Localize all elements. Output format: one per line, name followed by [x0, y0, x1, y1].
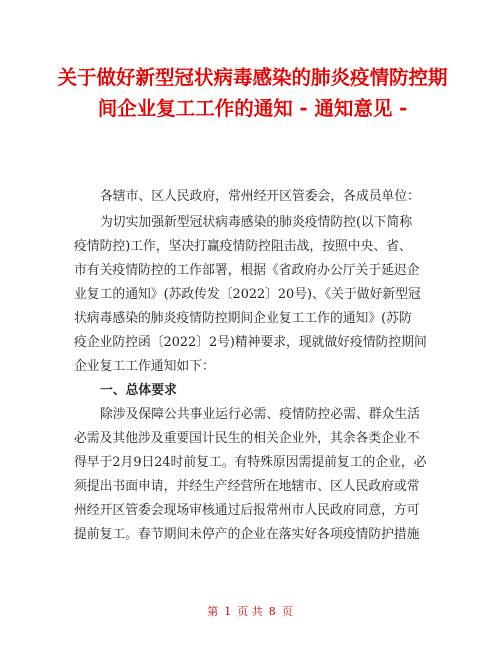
paragraph-line: 疫情防控)工作，坚决打赢疫情防控阻击战，按照中央、省、 — [74, 239, 412, 254]
paragraph-line: 为切实加强新型冠状病毒感染的肺炎疫情防控(以下简称 — [100, 215, 413, 230]
paragraph-line: 必需及其他涉及重要国计民生的相关企业外，其余各类企业不 — [74, 431, 420, 446]
title-line: 关于做好新型冠状病毒感染的肺炎疫情防控期 — [57, 66, 448, 89]
paragraph-line: 疫企业防控函〔2022〕2号)精神要求，现就做好疫情防控期间 — [74, 335, 427, 350]
footer-total-pages: 8 — [268, 605, 276, 618]
page-footer — [0, 603, 500, 619]
paragraph-intro — [74, 211, 434, 379]
paragraph-line: 企业复工工作通知如下： — [74, 359, 215, 374]
document-title — [40, 62, 465, 124]
title-line: 间企业复工工作的通知 - 通知意见 - — [97, 97, 408, 120]
paragraph-line: 除涉及保障公共事业运行必需、疫情防控必需、群众生活 — [100, 407, 420, 422]
salutation — [100, 185, 460, 209]
footer-middle: 页 共 — [237, 605, 263, 618]
section-heading — [74, 379, 434, 403]
paragraph-line: 须提出书面申请，并经生产经营所在地辖市、区人民政府或常 — [74, 479, 420, 494]
paragraph-line: 得早于2月9日24时前复工。有特殊原因需提前复工的企业，必 — [74, 455, 427, 470]
paragraph-line: 状病毒感染的肺炎疫情防控期间企业复工工作的通知》(苏防 — [74, 311, 412, 326]
footer-suffix: 页 — [281, 605, 293, 618]
salutation-text: 各辖市、区人民政府，常州经开区管委会，各成员单位： — [100, 189, 420, 204]
paragraph-line: 市有关疫情防控的工作部署，根据《省政府办公厅关于延迟企 — [74, 263, 420, 278]
paragraph-line: 州经开区管委会现场审核通过后报常州市人民政府同意，方可 — [74, 503, 420, 518]
paragraph-requirements — [74, 403, 434, 547]
paragraph-line: 提前复工。春节期间未停产的企业在落实好各项疫情防护措施 — [74, 527, 420, 542]
section-heading-text: 一、总体要求 — [100, 383, 177, 398]
paragraph-line: 业复工的通知》(苏政传发〔2022〕20号)、《关于做好新型冠 — [74, 287, 421, 302]
footer-prefix: 第 — [207, 605, 219, 618]
footer-page-number: 1 — [224, 605, 232, 618]
